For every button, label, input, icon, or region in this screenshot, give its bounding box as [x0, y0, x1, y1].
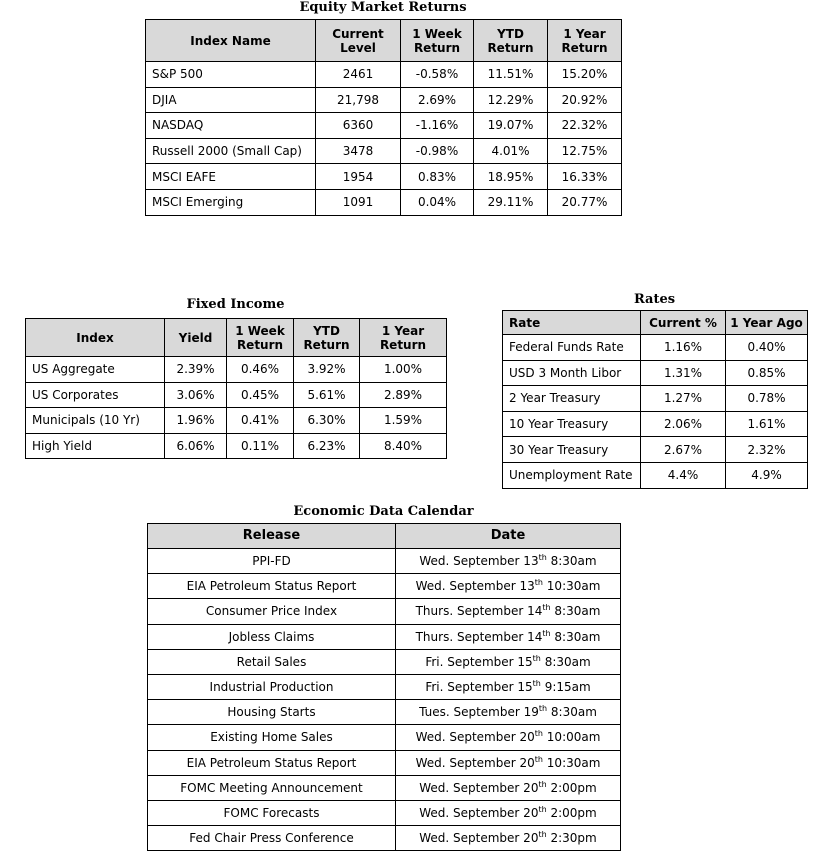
equity-header-cell	[146, 20, 316, 62]
equity-cell: 29.11%	[474, 189, 548, 215]
fixed-income-cell: 0.46%	[227, 357, 294, 383]
equity-cell: 1954	[316, 164, 401, 190]
calendar-date-time: 2:00pm	[546, 805, 597, 820]
calendar-date-suffix: th	[532, 653, 541, 663]
calendar-date-day: Wed. September 13	[419, 554, 539, 569]
rates-cell: 0.78%	[726, 386, 808, 412]
calendar-date-suffix: th	[534, 578, 543, 588]
fixed-income-header-text: 1 Year	[381, 323, 425, 338]
fixed-income-cell: 0.41%	[227, 408, 294, 434]
calendar-date-time: 9:15am	[540, 680, 591, 695]
equity-cell: NASDAQ	[146, 113, 316, 139]
fixed-income-cell: 3.92%	[294, 357, 360, 383]
fixed-income-cell: 6.06%	[165, 433, 227, 459]
calendar-date-time: 10:00am	[542, 730, 601, 745]
equity-row	[146, 62, 622, 88]
fixed-income-cell: US Corporates	[26, 382, 165, 408]
calendar-date-day: Wed. September 20	[419, 780, 539, 795]
calendar-date	[396, 750, 621, 775]
fixed-income-row	[26, 382, 447, 408]
calendar-date-time: 2:30pm	[546, 831, 597, 846]
fixed-income-cell: 1.00%	[360, 357, 447, 383]
equity-cell: 18.95%	[474, 164, 548, 190]
rates-header-cell: 1 Year Ago	[726, 311, 808, 335]
equity-row	[146, 164, 622, 190]
equity-title: Equity Market Returns	[299, 0, 467, 15]
rates-row	[503, 462, 808, 488]
calendar-row	[148, 599, 621, 624]
equity-cell: 21,798	[316, 87, 401, 113]
calendar-date-day: Wed. September 13	[415, 579, 535, 594]
fixed-income-header-text: Return	[303, 337, 350, 352]
calendar-release: Fed Chair Press Conference	[148, 826, 396, 851]
rates-cell: 2.06%	[641, 411, 726, 437]
calendar-row	[148, 750, 621, 775]
rates-cell: Federal Funds Rate	[503, 335, 641, 361]
rates-cell: USD 3 Month Libor	[503, 360, 641, 386]
fixed-income-header-text: 1 Week	[235, 323, 285, 338]
rates-header-cell: Rate	[503, 311, 641, 335]
equity-cell: 22.32%	[548, 113, 622, 139]
calendar-row	[148, 775, 621, 800]
equity-cell: Russell 2000 (Small Cap)	[146, 138, 316, 164]
fixed-income-header-cell	[26, 319, 165, 357]
calendar-row	[148, 574, 621, 599]
equity-cell: -1.16%	[401, 113, 474, 139]
calendar-title: Economic Data Calendar	[293, 504, 474, 519]
equity-header-text: 1 Year	[563, 26, 606, 41]
equity-row	[146, 87, 622, 113]
calendar-date-time: 2:00pm	[546, 780, 597, 795]
equity-cell: 12.29%	[474, 87, 548, 113]
calendar-date-day: Wed. September 20	[419, 831, 539, 846]
calendar-date-day: Wed. September 20	[415, 730, 535, 745]
rates-row	[503, 411, 808, 437]
calendar-date	[396, 599, 621, 624]
calendar-date	[396, 826, 621, 851]
rates-cell: 10 Year Treasury	[503, 411, 641, 437]
calendar-date	[396, 649, 621, 674]
calendar-row	[148, 549, 621, 574]
calendar-date-suffix: th	[538, 704, 548, 714]
fixed-income-header-cell	[294, 319, 360, 357]
rates-cell: 0.85%	[726, 360, 808, 386]
equity-header-cell	[474, 20, 548, 62]
equity-cell: 3478	[316, 138, 401, 164]
fixed-income-title: Fixed Income	[186, 297, 285, 312]
calendar-release: Existing Home Sales	[148, 725, 396, 750]
rates-row	[503, 335, 808, 361]
fixed-income-cell: 3.06%	[165, 382, 227, 408]
calendar-row	[148, 800, 621, 825]
equity-cell: 0.83%	[401, 164, 474, 190]
calendar-date-time: 8:30am	[540, 654, 591, 669]
calendar-date	[396, 800, 621, 825]
calendar-release: Housing Starts	[148, 700, 396, 725]
calendar-date	[396, 725, 621, 750]
calendar-date-time: 8:30am	[546, 554, 597, 569]
calendar-header-cell: Date	[396, 524, 621, 549]
calendar-date	[396, 624, 621, 649]
equity-cell: DJIA	[146, 87, 316, 113]
fixed-income-header-cell	[227, 319, 294, 357]
equity-header-text: Current	[332, 26, 384, 41]
rates-cell: 0.40%	[726, 335, 808, 361]
calendar-row	[148, 700, 621, 725]
fixed-income-header-cell	[360, 319, 447, 357]
calendar-release: PPI-FD	[148, 549, 396, 574]
calendar-date-time: 10:30am	[542, 755, 601, 770]
fixed-income-cell: 0.11%	[227, 433, 294, 459]
calendar-date-suffix: th	[534, 754, 543, 764]
calendar-release: Consumer Price Index	[148, 599, 396, 624]
equity-header-text: Level	[340, 40, 376, 55]
calendar-date	[396, 674, 621, 699]
rates-title: Rates	[633, 292, 676, 307]
fixed-income-row	[26, 357, 447, 383]
equity-cell: 20.77%	[548, 189, 622, 215]
equity-row	[146, 189, 622, 215]
calendar-release: Industrial Production	[148, 674, 396, 699]
calendar-date-suffix: th	[542, 628, 551, 638]
calendar-row	[148, 674, 621, 699]
fixed-income-header-text: Return	[379, 337, 427, 352]
calendar-release: EIA Petroleum Status Report	[148, 750, 396, 775]
calendar-date-suffix: th	[538, 804, 547, 814]
equity-header-text: Return	[487, 40, 534, 55]
equity-cell: 1091	[316, 189, 401, 215]
fixed-income-cell: Municipals (10 Yr)	[26, 408, 165, 434]
fixed-income-header-text: Yield	[178, 330, 213, 345]
equity-cell: 2461	[316, 62, 401, 88]
rates-cell: 1.16%	[641, 335, 726, 361]
calendar-release: FOMC Meeting Announcement	[148, 775, 396, 800]
rates-cell: 2.67%	[641, 437, 726, 463]
equity-cell: MSCI Emerging	[146, 189, 316, 215]
fixed-income-cell: 2.89%	[360, 382, 447, 408]
fixed-income-cell: 6.30%	[294, 408, 360, 434]
equity-cell: 16.33%	[548, 164, 622, 190]
rates-cell: Unemployment Rate	[503, 462, 641, 488]
equity-table	[145, 19, 622, 216]
calendar-table	[147, 523, 621, 851]
rates-cell: 4.9%	[726, 462, 808, 488]
fixed-income-header-text: YTD	[313, 323, 340, 338]
calendar-release: Retail Sales	[148, 649, 396, 674]
calendar-date-suffix: th	[538, 830, 547, 840]
calendar-date	[396, 700, 621, 725]
rates-header-cell: Current %	[641, 311, 726, 335]
equity-cell: MSCI EAFE	[146, 164, 316, 190]
rates-row	[503, 437, 808, 463]
fixed-income-cell: 2.39%	[165, 357, 227, 383]
fixed-income-cell: 1.96%	[165, 408, 227, 434]
equity-header-text: Return	[561, 40, 608, 55]
calendar-release: FOMC Forecasts	[148, 800, 396, 825]
equity-header-cell	[401, 20, 474, 62]
rates-cell: 30 Year Treasury	[503, 437, 641, 463]
equity-row	[146, 138, 622, 164]
equity-cell: S&P 500	[146, 62, 316, 88]
equity-cell: 20.92%	[548, 87, 622, 113]
equity-header-text: YTD	[497, 26, 524, 41]
equity-header-text: 1 Week	[412, 26, 462, 41]
equity-header-cell	[548, 20, 622, 62]
calendar-date-time: 8:30am	[547, 705, 597, 720]
fixed-income-cell: High Yield	[26, 433, 165, 459]
calendar-row	[148, 624, 621, 649]
rates-cell: 1.31%	[641, 360, 726, 386]
equity-header-text: Index Name	[190, 33, 271, 48]
equity-cell: 6360	[316, 113, 401, 139]
fixed-income-header-text: Return	[236, 337, 284, 352]
calendar-date-day: Thurs. September 14	[415, 604, 543, 619]
calendar-row	[148, 826, 621, 851]
calendar-date-day: Wed. September 20	[415, 755, 535, 770]
fixed-income-cell: 1.59%	[360, 408, 447, 434]
equity-cell: 0.04%	[401, 189, 474, 215]
rates-cell: 2.32%	[726, 437, 808, 463]
calendar-date-time: 10:30am	[542, 579, 601, 594]
calendar-release: EIA Petroleum Status Report	[148, 574, 396, 599]
equity-cell: -0.98%	[401, 138, 474, 164]
calendar-date-suffix: th	[534, 729, 543, 739]
calendar-row	[148, 649, 621, 674]
rates-cell: 1.27%	[641, 386, 726, 412]
fixed-income-row	[26, 433, 447, 459]
calendar-date-day: Fri. September 15	[425, 680, 533, 695]
calendar-release: Jobless Claims	[148, 624, 396, 649]
calendar-header-cell: Release	[148, 524, 396, 549]
rates-cell: 4.4%	[641, 462, 726, 488]
equity-header-cell	[316, 20, 401, 62]
equity-cell: 15.20%	[548, 62, 622, 88]
fixed-income-header-text: Index	[76, 330, 114, 345]
calendar-date-time: 8:30am	[550, 604, 601, 619]
calendar-date-day: Fri. September 15	[425, 654, 533, 669]
rates-cell: 2 Year Treasury	[503, 386, 641, 412]
equity-cell: 4.01%	[474, 138, 548, 164]
fixed-income-table	[25, 318, 447, 459]
calendar-date-day: Tues. September 19	[419, 705, 539, 720]
calendar-date-day: Wed. September 20	[419, 805, 539, 820]
calendar-date	[396, 775, 621, 800]
rates-row	[503, 386, 808, 412]
fixed-income-header-cell	[165, 319, 227, 357]
equity-cell: 2.69%	[401, 87, 474, 113]
calendar-date-suffix: th	[538, 553, 547, 563]
rates-cell: 1.61%	[726, 411, 808, 437]
equity-header-text: Return	[413, 40, 461, 55]
fixed-income-cell: 5.61%	[294, 382, 360, 408]
fixed-income-row	[26, 408, 447, 434]
equity-cell: 19.07%	[474, 113, 548, 139]
calendar-date-time: 8:30am	[550, 629, 601, 644]
equity-row	[146, 113, 622, 139]
rates-table	[502, 310, 808, 489]
fixed-income-cell: US Aggregate	[26, 357, 165, 383]
fixed-income-cell: 6.23%	[294, 433, 360, 459]
fixed-income-cell: 0.45%	[227, 382, 294, 408]
calendar-date-suffix: th	[532, 679, 541, 689]
calendar-date-day: Thurs. September 14	[415, 629, 543, 644]
equity-cell: -0.58%	[401, 62, 474, 88]
fixed-income-cell: 8.40%	[360, 433, 447, 459]
calendar-date-suffix: th	[542, 603, 551, 613]
equity-cell: 11.51%	[474, 62, 548, 88]
equity-cell: 12.75%	[548, 138, 622, 164]
calendar-row	[148, 725, 621, 750]
calendar-date	[396, 574, 621, 599]
calendar-date	[396, 549, 621, 574]
rates-row	[503, 360, 808, 386]
calendar-date-suffix: th	[538, 779, 547, 789]
